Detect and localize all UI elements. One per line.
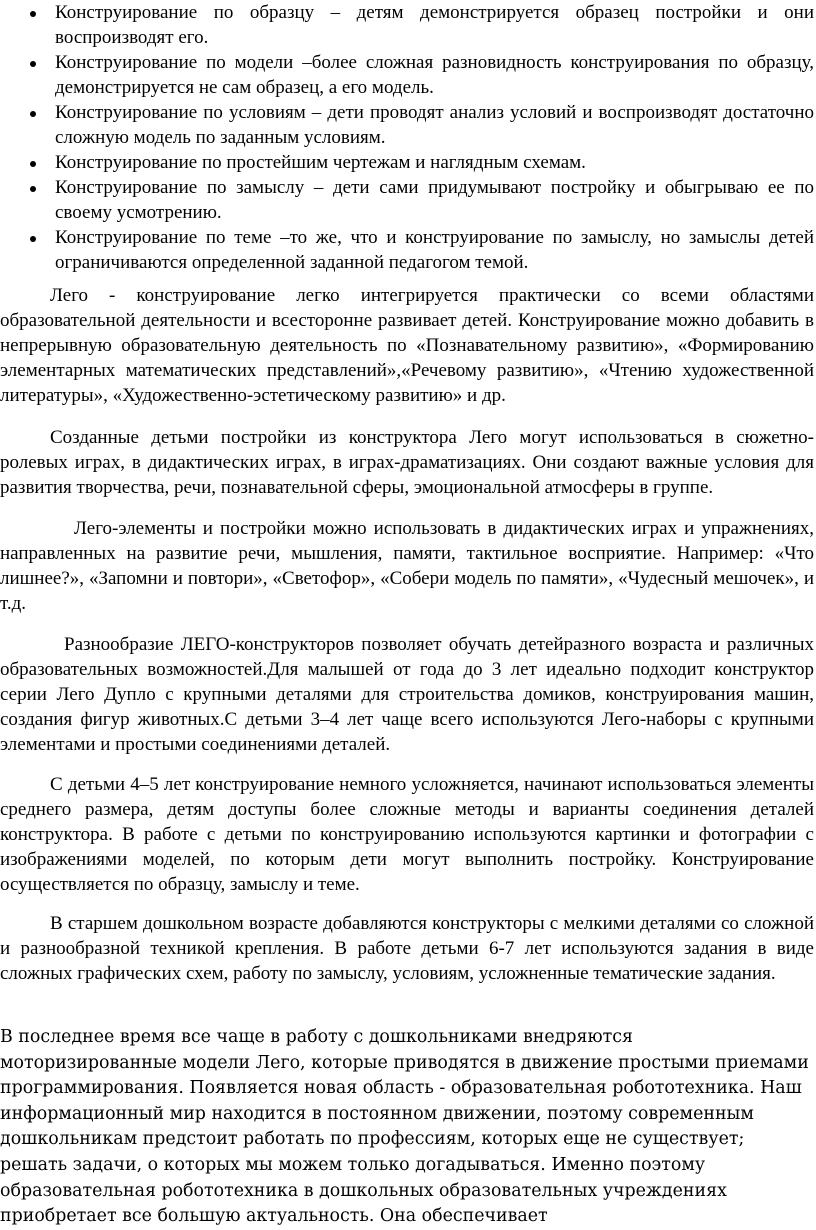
list-item-text: Конструирование по простейшим чертежам и наглядным схемам. (55, 152, 586, 173)
list-item (0, 150, 816, 175)
bullet-icon (30, 186, 36, 192)
bullet-icon (30, 61, 36, 67)
list-item-text: Конструирование по модели –более сложная разновидность конструирования по образцу, демонстрируется не сам образец, а его модель. (55, 52, 814, 98)
list-item-text: Конструирование по замыслу – дети сами придумывают постройку и обыгрываю ее по своему усмотрению. (55, 177, 814, 223)
bullet-icon (30, 111, 36, 117)
list-item (0, 100, 816, 150)
paragraph-lego-integration: Лего - конструирование легко интегрируется практически со всеми областями образовательной деятельности и всесторонне развивает детей. Конструирование можно добавить в непрерывную образовательную деятельность по «Познавательному развитию», «Формированию элементарных математических представлений»,«Речевому развитию», «Чтению художественной литературы», «Художественно-эстетическому развитию» и др. (0, 285, 814, 406)
list-item-text: Конструирование по образцу – детям демонстрируется образец постройки и они воспроизводят его. (55, 2, 814, 48)
paragraph-age-4-5: С детьми 4–5 лет конструирование немного усложняется, начинают использоваться элементы среднего размера, детям доступы более сложные методы и варианты соединения деталей конструктора. В работе с детьми по конструированию используются картинки и фотографии с изображениями моделей, по которым дети могут выполнить постройку. Конструирование осуществляется по образцу, замыслу и теме. (0, 774, 814, 895)
list-item (0, 225, 816, 275)
list-item-text: Конструирование по теме –то же, что и конструирование по замыслу, но замыслы детей ограничиваются определенной заданной педагогом темой. (55, 227, 814, 273)
bullet-icon (30, 161, 36, 167)
bullet-icon (30, 236, 36, 242)
paragraph-age-groups: Разнообразие ЛЕГО-конструкторов позволяет обучать детейразного возраста и различных образовательных возможностей.Для малышей от года до 3 лет идеально подходит конструктор серии Лего Дупло с крупными деталями для строительства домиков, конструирования машин, создания фигур животных.С детьми 3–4 лет чаще всего используются Лего-наборы с крупными элементами и простыми соединениями деталей. (0, 634, 814, 755)
bullet-icon (30, 11, 36, 17)
list-item-text: Конструирование по условиям – дети проводят анализ условий и воспроизводят достаточно сложную модель по заданным условиям. (55, 102, 814, 148)
paragraph-robotics: В последнее время все чаще в работу с дошкольниками внедряются моторизированные модели Лего, которые приводятся в движение простыми приемами программирования. Появляется новая область - образовательная робототехника. Наш информационный мир находится в постоянном движении, поэтому современным дошкольникам предстоит работать по профессиям, которых еще не существует; решать задачи, о которых мы можем только догадываться. Именно поэтому образовательная робототехника в дошкольных образовательных учреждениях приобретает все большую актуальность. Она обеспечивает (0, 1027, 809, 1227)
list-item (0, 50, 816, 100)
construction-types-list (0, 0, 816, 275)
paragraph-lego-buildings-games: Созданные детьми постройки из конструктора Лего могут использоваться в сюжетно-ролевых играх, в дидактических играх, в играх-драматизациях. Они создают важные условия для развития творчества, речи, познавательной сферы, эмоциональной атмосферы в группе. (0, 427, 814, 498)
list-item (0, 175, 816, 225)
paragraph-senior-preschool: В старшем дошкольном возрасте добавляются конструкторы с мелкими деталями со сложной и разнообразной техникой крепления. В работе детьми 6-7 лет используются задания в виде сложных графических схем, работу по замыслу, условиям, усложненные тематические задания. (0, 913, 814, 984)
paragraph-didactic-games: Лего-элементы и постройки можно использовать в дидактических играх и упражнениях, направленных на развитие речи, мышления, памяти, тактильное восприятие. Например: «Что лишнее?», «Запомни и повтори», «Светофор», «Собери модель по памяти», «Чудесный мешочек», и т.д. (0, 518, 814, 614)
list-item (0, 0, 816, 50)
